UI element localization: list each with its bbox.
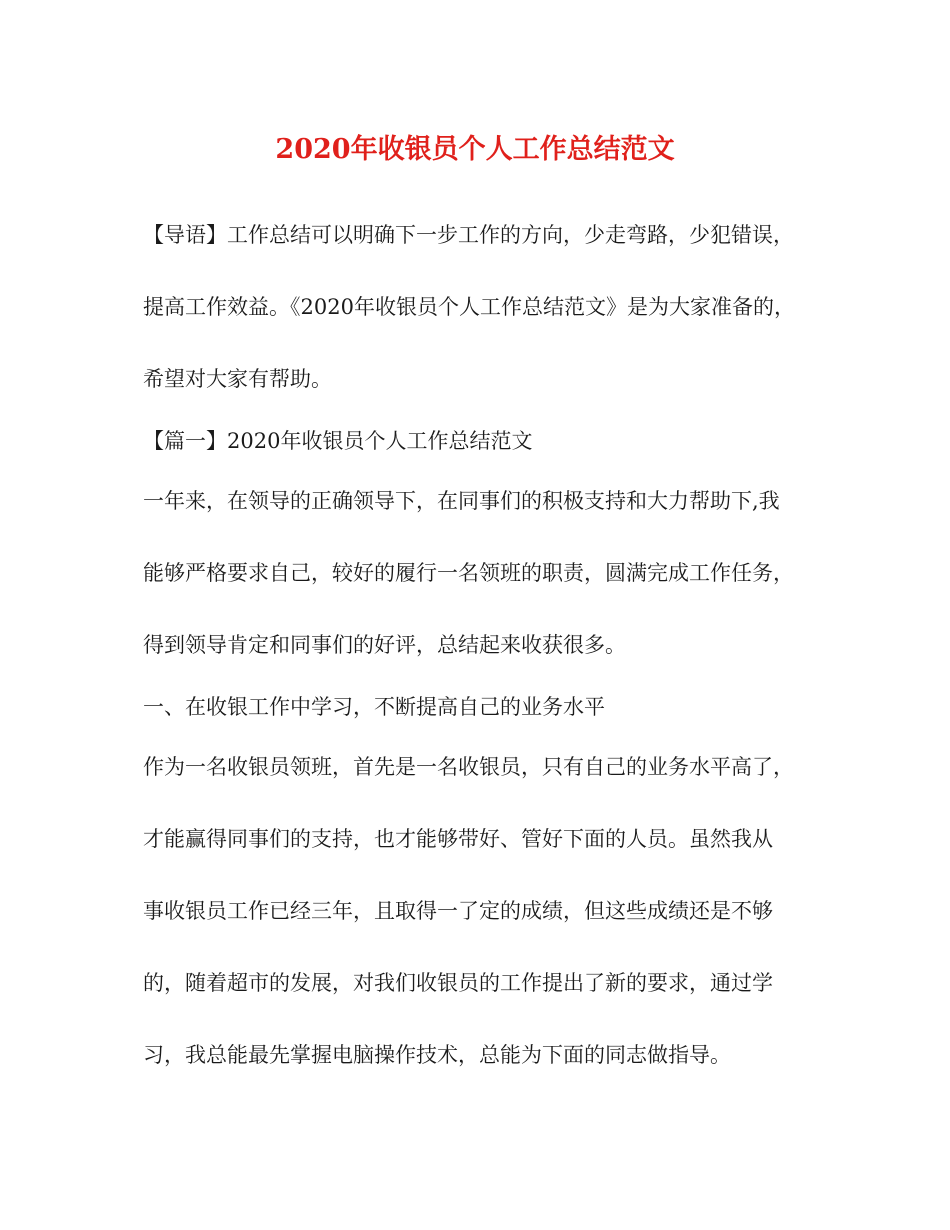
text-line: 希望对大家有帮助。 [143, 367, 332, 391]
text-line: 一年来，在领导的正确领导下，在同事们的积极支持和大力帮助下,我 [143, 489, 780, 513]
text-line: 提高工作效益。《2020年收银员个人工作总结范文》是为大家准备的， [143, 295, 795, 319]
section-heading: 【篇一】2020年收银员个人工作总结范文 [143, 429, 533, 453]
text-line: 事收银员工作已经三年，且取得一了定的成绩，但这些成绩还是不够 [143, 899, 773, 923]
text-line: 得到领导肯定和同事们的好评，总结起来收获很多。 [143, 633, 626, 657]
text-line: 习，我总能最先掌握电脑操作技术，总能为下面的同志做指导。 [143, 1043, 731, 1067]
text-line: 【导语】工作总结可以明确下一步工作的方向，少走弯路，少犯错误， [143, 223, 794, 247]
subsection-heading: 一、在收银工作中学习，不断提高自己的业务水平 [143, 695, 605, 719]
text-line: 作为一名收银员领班，首先是一名收银员，只有自己的业务水平高了， [143, 755, 794, 779]
text-line: 的，随着超市的发展，对我们收银员的工作提出了新的要求，通过学 [143, 971, 773, 995]
document-title: 2020年收银员个人工作总结范文 [275, 134, 675, 165]
text-line: 能够严格要求自己，较好的履行一名领班的职责，圆满完成工作任务， [143, 561, 794, 585]
text-line: 才能赢得同事们的支持，也才能够带好、管好下面的人员。虽然我从 [143, 827, 773, 851]
